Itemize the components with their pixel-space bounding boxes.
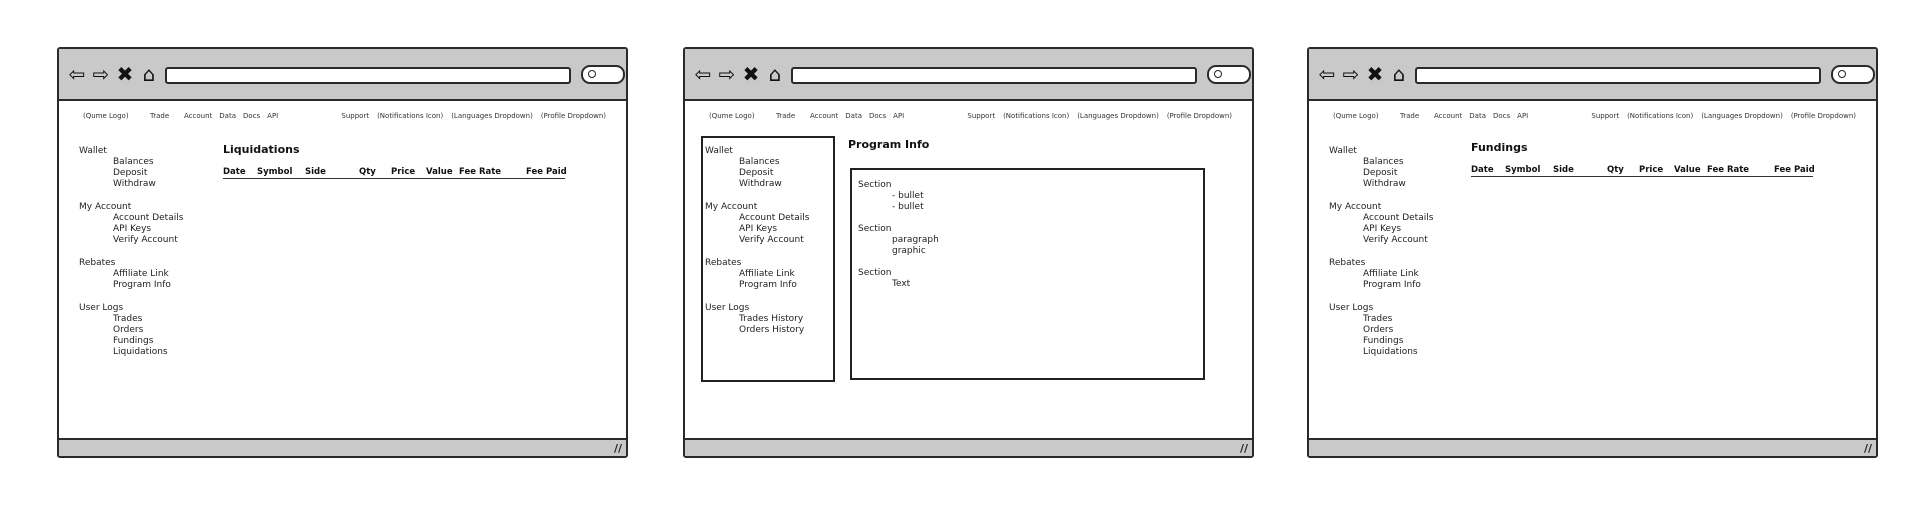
home-icon[interactable]: ⌂ bbox=[142, 62, 156, 86]
sidebar bbox=[79, 146, 183, 370]
address-bar[interactable] bbox=[791, 67, 1197, 84]
sidebar-group-wallet bbox=[705, 146, 809, 190]
sidebar-item-trades[interactable]: Trades bbox=[113, 314, 143, 324]
browser-toolbar bbox=[685, 49, 1252, 101]
column-header-value[interactable]: Value bbox=[1674, 165, 1701, 175]
nav-trade[interactable]: Trade bbox=[1400, 112, 1420, 120]
bullet-item: - bullet bbox=[892, 191, 924, 201]
nav-api[interactable]: API bbox=[1517, 112, 1529, 120]
top-nav-right bbox=[1591, 112, 1856, 120]
sidebar-item-trades-history[interactable]: Trades History bbox=[739, 314, 804, 324]
sidebar-group-my-account bbox=[1329, 202, 1433, 246]
sidebar-group-title: Rebates bbox=[79, 258, 116, 268]
top-nav-right bbox=[341, 112, 606, 120]
home-icon[interactable]: ⌂ bbox=[1392, 62, 1406, 86]
sidebar-item-deposit[interactable]: Deposit bbox=[739, 168, 774, 178]
column-header-symbol[interactable]: Symbol bbox=[257, 167, 293, 177]
forward-arrow-icon[interactable]: ⇨ bbox=[718, 62, 736, 86]
nav-data[interactable]: Data bbox=[219, 112, 236, 120]
sidebar-item-orders[interactable]: Orders bbox=[1363, 325, 1394, 335]
program-info-content-box bbox=[850, 168, 1205, 380]
nav-trade[interactable]: Trade bbox=[776, 112, 796, 120]
search-icon bbox=[1214, 70, 1222, 78]
sidebar-item-trades[interactable]: Trades bbox=[1363, 314, 1393, 324]
address-bar[interactable] bbox=[165, 67, 571, 84]
qume-logo[interactable]: (Qume Logo) bbox=[83, 112, 129, 120]
resize-grip-icon[interactable]: // bbox=[1239, 442, 1248, 455]
sidebar bbox=[1329, 146, 1433, 370]
profile-dropdown-placeholder[interactable]: (Profile Dropdown) bbox=[1790, 112, 1856, 120]
sidebar-item-verify-account[interactable]: Verify Account bbox=[1363, 235, 1428, 245]
sidebar-item-liquidations[interactable]: Liquidations bbox=[1363, 347, 1418, 357]
column-header-date[interactable]: Date bbox=[1471, 165, 1494, 175]
forward-arrow-icon[interactable]: ⇨ bbox=[1342, 62, 1360, 86]
table-header bbox=[1471, 165, 1813, 177]
sidebar-item-account-details[interactable]: Account Details bbox=[113, 213, 184, 223]
nav-api[interactable]: API bbox=[267, 112, 279, 120]
sidebar-item-balances[interactable]: Balances bbox=[113, 157, 154, 167]
sidebar-item-withdraw[interactable]: Withdraw bbox=[113, 179, 156, 189]
qume-logo[interactable]: (Qume Logo) bbox=[709, 112, 755, 120]
sidebar-group-my-account bbox=[79, 202, 183, 246]
sidebar-item-deposit[interactable]: Deposit bbox=[1363, 168, 1398, 178]
nav-account[interactable]: Account bbox=[184, 112, 213, 120]
column-header-qty[interactable]: Qty bbox=[359, 167, 376, 177]
languages-dropdown-placeholder[interactable]: (Languages Dropdown) bbox=[1077, 112, 1159, 120]
sidebar-group-title: My Account bbox=[705, 202, 758, 212]
sidebar-item-api-keys[interactable]: API Keys bbox=[113, 224, 152, 234]
paragraph-placeholder: paragraph bbox=[892, 235, 939, 245]
bullet-item: - bullet bbox=[892, 202, 924, 212]
home-icon[interactable]: ⌂ bbox=[768, 62, 782, 86]
sidebar-item-balances[interactable]: Balances bbox=[1363, 157, 1404, 167]
sidebar-group-title: Wallet bbox=[79, 146, 107, 156]
nav-data[interactable]: Data bbox=[1469, 112, 1486, 120]
sidebar-group-user-logs bbox=[79, 303, 183, 358]
sidebar-item-affiliate-link[interactable]: Affiliate Link bbox=[739, 269, 795, 279]
profile-dropdown-placeholder[interactable]: (Profile Dropdown) bbox=[540, 112, 606, 120]
nav-api[interactable]: API bbox=[893, 112, 905, 120]
sidebar-group-rebates bbox=[79, 258, 183, 291]
top-nav-links bbox=[1434, 112, 1528, 120]
notifications-placeholder[interactable]: (Notifications Icon) bbox=[377, 112, 444, 120]
column-header-side[interactable]: Side bbox=[305, 167, 326, 177]
back-arrow-icon[interactable]: ⇦ bbox=[1318, 62, 1336, 86]
sidebar bbox=[705, 146, 809, 348]
sidebar-group-wallet bbox=[79, 146, 183, 190]
sidebar-item-withdraw[interactable]: Withdraw bbox=[1363, 179, 1406, 189]
sidebar-group-title: User Logs bbox=[1329, 303, 1374, 313]
nav-docs[interactable]: Docs bbox=[1492, 112, 1511, 120]
sidebar-item-balances[interactable]: Balances bbox=[739, 157, 780, 167]
page-title: Fundings bbox=[1471, 141, 1528, 154]
nav-trade[interactable]: Trade bbox=[150, 112, 170, 120]
sidebar-item-program-info[interactable]: Program Info bbox=[113, 280, 171, 290]
sidebar-group-title: Wallet bbox=[1329, 146, 1357, 156]
sidebar-item-verify-account[interactable]: Verify Account bbox=[113, 235, 178, 245]
sidebar-item-program-info[interactable]: Program Info bbox=[739, 280, 797, 290]
column-header-symbol[interactable]: Symbol bbox=[1505, 165, 1541, 175]
column-header-fee-rate[interactable]: Fee Rate bbox=[459, 167, 502, 177]
browser-toolbar bbox=[1309, 49, 1876, 101]
nav-docs[interactable]: Docs bbox=[242, 112, 261, 120]
sidebar-group-title: Rebates bbox=[705, 258, 742, 268]
sidebar-group-wallet bbox=[1329, 146, 1433, 190]
sidebar-group-title: My Account bbox=[79, 202, 132, 212]
sidebar-item-affiliate-link[interactable]: Affiliate Link bbox=[113, 269, 169, 279]
forward-arrow-icon[interactable]: ⇨ bbox=[92, 62, 110, 86]
column-header-qty[interactable]: Qty bbox=[1607, 165, 1624, 175]
section-label: Section bbox=[858, 224, 892, 234]
sidebar-item-account-details[interactable]: Account Details bbox=[1363, 213, 1434, 223]
sidebar-item-fundings[interactable]: Fundings bbox=[1363, 336, 1404, 346]
profile-dropdown-placeholder[interactable]: (Profile Dropdown) bbox=[1166, 112, 1232, 120]
nav-support[interactable]: Support bbox=[341, 112, 370, 120]
nav-data[interactable]: Data bbox=[845, 112, 862, 120]
page-title: Program Info bbox=[848, 138, 930, 151]
browser-window-fundings bbox=[1307, 47, 1878, 458]
browser-window-liquidations bbox=[57, 47, 628, 458]
browser-search-box[interactable] bbox=[581, 65, 625, 84]
column-header-price[interactable]: Price bbox=[1639, 165, 1664, 175]
sidebar-group-user-logs bbox=[705, 303, 809, 336]
browser-statusbar bbox=[59, 438, 626, 456]
sidebar-item-fundings[interactable]: Fundings bbox=[113, 336, 154, 346]
sidebar-item-verify-account[interactable]: Verify Account bbox=[739, 235, 804, 245]
nav-account[interactable]: Account bbox=[810, 112, 839, 120]
search-icon bbox=[1838, 70, 1846, 78]
sidebar-item-liquidations[interactable]: Liquidations bbox=[113, 347, 168, 357]
address-bar[interactable] bbox=[1415, 67, 1821, 84]
notifications-placeholder[interactable]: (Notifications Icon) bbox=[1003, 112, 1070, 120]
browser-search-box[interactable] bbox=[1831, 65, 1875, 84]
section-label: Section bbox=[858, 180, 892, 190]
sidebar-item-orders[interactable]: Orders bbox=[113, 325, 144, 335]
languages-dropdown-placeholder[interactable]: (Languages Dropdown) bbox=[451, 112, 533, 120]
section-label: Section bbox=[858, 268, 892, 278]
page-title: Liquidations bbox=[223, 143, 300, 156]
browser-search-box[interactable] bbox=[1207, 65, 1251, 84]
sidebar-item-account-details[interactable]: Account Details bbox=[739, 213, 810, 223]
table-header bbox=[223, 167, 565, 179]
close-x-icon[interactable]: ✖ bbox=[742, 62, 760, 86]
nav-account[interactable]: Account bbox=[1434, 112, 1463, 120]
sidebar-item-affiliate-link[interactable]: Affiliate Link bbox=[1363, 269, 1419, 279]
column-header-side[interactable]: Side bbox=[1553, 165, 1574, 175]
top-nav-links bbox=[810, 112, 904, 120]
column-header-price[interactable]: Price bbox=[391, 167, 416, 177]
browser-window-program-info bbox=[683, 47, 1254, 458]
sidebar-item-api-keys[interactable]: API Keys bbox=[739, 224, 778, 234]
search-icon bbox=[588, 70, 596, 78]
column-header-fee-rate[interactable]: Fee Rate bbox=[1707, 165, 1750, 175]
sidebar-group-title: User Logs bbox=[79, 303, 124, 313]
sidebar-panel bbox=[701, 136, 835, 382]
sidebar-item-deposit[interactable]: Deposit bbox=[113, 168, 148, 178]
back-arrow-icon[interactable]: ⇦ bbox=[694, 62, 712, 86]
browser-toolbar bbox=[59, 49, 626, 101]
resize-grip-icon[interactable]: // bbox=[1863, 442, 1872, 455]
sidebar-group-user-logs bbox=[1329, 303, 1433, 358]
sidebar-group-title: User Logs bbox=[705, 303, 750, 313]
sidebar-group-rebates bbox=[705, 258, 809, 291]
languages-dropdown-placeholder[interactable]: (Languages Dropdown) bbox=[1701, 112, 1783, 120]
browser-statusbar bbox=[1309, 438, 1876, 456]
text-placeholder: Text bbox=[892, 279, 911, 289]
column-header-fee-paid[interactable]: Fee Paid bbox=[526, 167, 567, 177]
qume-logo[interactable]: (Qume Logo) bbox=[1333, 112, 1379, 120]
sidebar-group-rebates bbox=[1329, 258, 1433, 291]
top-nav-links bbox=[184, 112, 278, 120]
sidebar-group-title: Rebates bbox=[1329, 258, 1366, 268]
sidebar-group-title: Wallet bbox=[705, 146, 733, 156]
back-arrow-icon[interactable]: ⇦ bbox=[68, 62, 86, 86]
sidebar-item-orders-history[interactable]: Orders History bbox=[739, 325, 805, 335]
close-x-icon[interactable]: ✖ bbox=[116, 62, 134, 86]
resize-grip-icon[interactable]: // bbox=[613, 442, 622, 455]
sidebar-item-withdraw[interactable]: Withdraw bbox=[739, 179, 782, 189]
browser-statusbar bbox=[685, 438, 1252, 456]
sidebar-item-api-keys[interactable]: API Keys bbox=[1363, 224, 1402, 234]
sidebar-item-program-info[interactable]: Program Info bbox=[1363, 280, 1421, 290]
graphic-placeholder: graphic bbox=[892, 246, 926, 256]
sidebar-group-title: My Account bbox=[1329, 202, 1382, 212]
column-header-value[interactable]: Value bbox=[426, 167, 453, 177]
top-nav-right bbox=[967, 112, 1232, 120]
column-header-fee-paid[interactable]: Fee Paid bbox=[1774, 165, 1815, 175]
nav-support[interactable]: Support bbox=[1591, 112, 1620, 120]
sidebar-group-my-account bbox=[705, 202, 809, 246]
nav-docs[interactable]: Docs bbox=[868, 112, 887, 120]
nav-support[interactable]: Support bbox=[967, 112, 996, 120]
notifications-placeholder[interactable]: (Notifications Icon) bbox=[1627, 112, 1694, 120]
close-x-icon[interactable]: ✖ bbox=[1366, 62, 1384, 86]
column-header-date[interactable]: Date bbox=[223, 167, 246, 177]
